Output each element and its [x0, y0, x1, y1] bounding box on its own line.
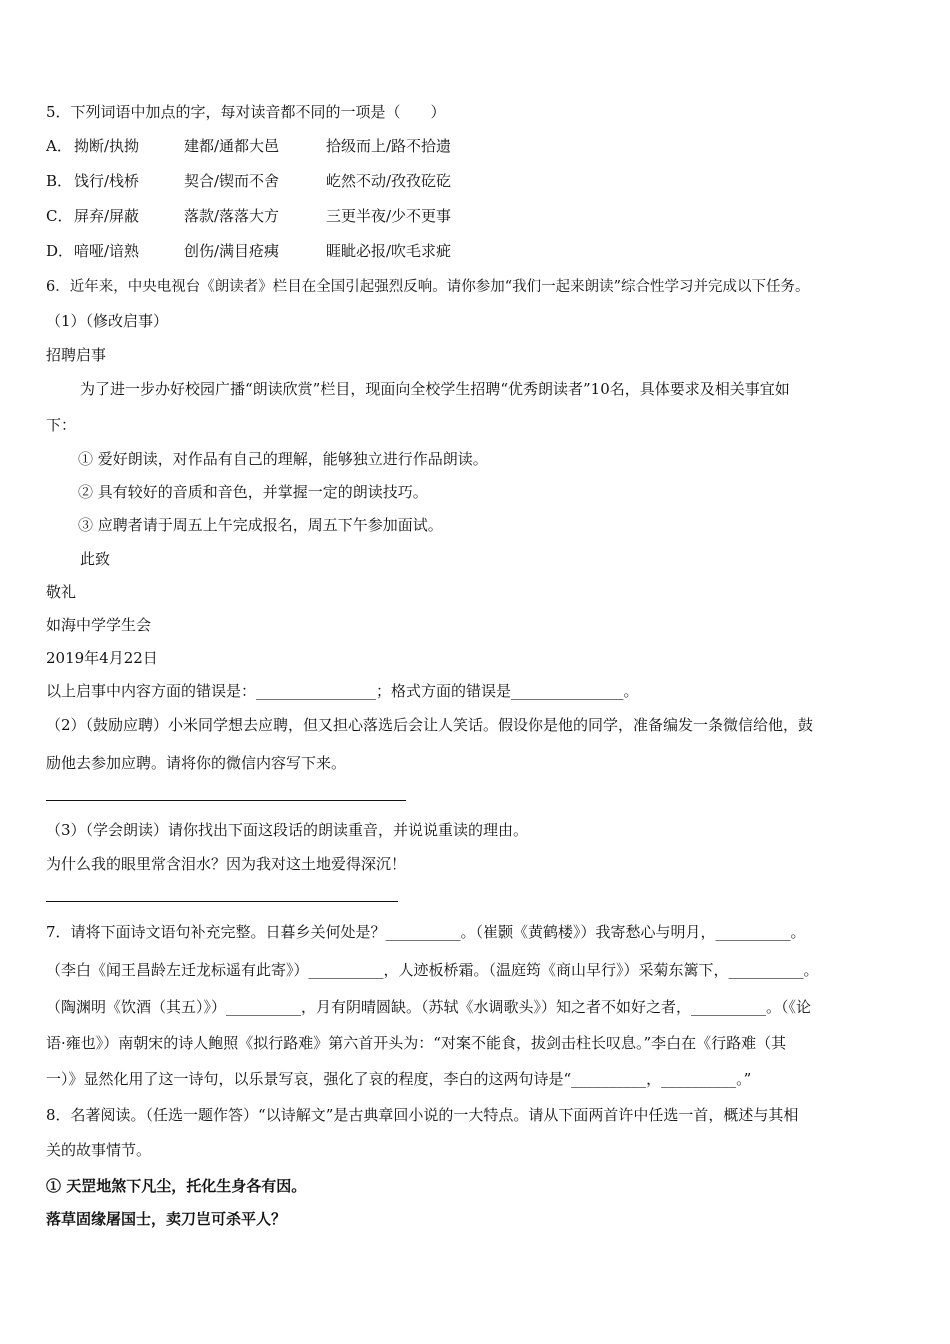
notice-closing-2: 敬礼 [46, 583, 77, 601]
notice-sender: 如海中学学生会 [46, 616, 152, 634]
q6-stem: 6．近年来，中央电视台《朗读者》栏目在全国引起强烈反响。请你参加“我们一起来朗读”综合性学习并完成以下任务。 [46, 279, 810, 295]
q7-line5: 一）》显然化用了这一诗句，以乐景写哀，强化了哀的程度，李白的这两句诗是“__________，__________。” [46, 1070, 752, 1088]
option-item: 拾级而上/路不拾遗 [326, 137, 452, 155]
answer-line [46, 901, 398, 902]
q5-option-c [46, 206, 906, 226]
q5-option-b [46, 171, 906, 191]
option-label: B． [46, 172, 73, 190]
q6-sub2-line1: （2）（鼓励应聘）小米同学想去应聘，但又担心落选后会让人笑话。假设你是他的同学，准备编发一条微信给他，鼓 [46, 716, 814, 734]
notice-paragraph-cont: 下： [46, 416, 77, 434]
q8-line1: 8．名著阅读。（任选一题作答）“以诗解文”是古典章回小说的一大特点。请从下面两首许中任选一首，概述与其相 [46, 1106, 799, 1124]
notice-date: 2019年4月22日 [46, 649, 158, 667]
notice-heading: 招聘启事 [46, 346, 107, 364]
option-item: 创伤/满目疮痍 [184, 242, 280, 260]
notice-requirement-3: ③ 应聘者请于周五上午完成报名，周五下午参加面试。 [78, 516, 443, 534]
q5-stem: 5．下列词语中加点的字，每对读音都不同的一项是（ ） [46, 103, 446, 121]
option-item: 喑哑/谙熟 [74, 242, 140, 260]
q8-poem1-line2: 落草固缘屠国士，卖刀岂可杀平人？ [46, 1210, 287, 1228]
option-item: 屹然不动/孜孜矻矻 [326, 172, 452, 190]
option-item: 契合/锲而不舍 [184, 172, 280, 190]
option-label: A． [46, 137, 72, 155]
option-item: 建都/通都大邑 [184, 137, 280, 155]
q6-sub1-title: （1）（修改启事） [46, 312, 169, 330]
option-item: 饯行/栈桥 [74, 172, 140, 190]
q5-option-a [46, 136, 906, 156]
option-item: 落款/落落大方 [184, 207, 280, 225]
q7-line3: （陶渊明《饮酒（其五）》）__________，月有阴晴圆缺。（苏轼《水调歌头》）知之者不如好之者，__________。（《论 [46, 998, 812, 1016]
notice-closing-1: 此致 [80, 550, 111, 568]
q7-line4: 语·雍也》）南朝宋的诗人鲍照《拟行路难》第六首开头为：“对案不能食，拔剑击柱长叹息。”李白在《行路难（其 [46, 1034, 787, 1052]
q6-sub1-question: 以上启事中内容方面的错误是：________________；格式方面的错误是_______________。 [46, 682, 639, 700]
q6-sub2-line2: 励他去参加应聘。请将你的微信内容写下来。 [46, 754, 347, 772]
option-item: 睚眦必报/吹毛求疵 [326, 242, 452, 260]
q8-poem1-line1: ① 天罡地煞下凡尘，托化生身各有因。 [46, 1177, 307, 1195]
option-label: D． [46, 242, 74, 260]
option-item: 拗断/执拗 [74, 137, 140, 155]
q6-sub3-line1: （3）（学会朗读）请你找出下面这段话的朗读重音，并说说重读的理由。 [46, 821, 529, 839]
q8-line2: 关的故事情节。 [46, 1141, 152, 1159]
notice-requirement-2: ② 具有较好的音质和音色，并掌握一定的朗读技巧。 [78, 483, 428, 501]
q7-line1: 7．请将下面诗文语句补充完整。日暮乡关何处是？__________。（崔颢《黄鹤楼》）我寄愁心与明月，__________。 [46, 923, 806, 941]
option-item: 三更半夜/少不更事 [326, 207, 452, 225]
answer-line [46, 800, 406, 801]
q5-option-d [46, 241, 906, 261]
option-label: C． [46, 207, 73, 225]
q6-sub3-line2: 为什么我的眼里常含泪水？因为我对这土地爱得深沉！ [46, 855, 407, 873]
q7-line2: （李白《闻王昌龄左迁龙标遥有此寄》）__________，人迹板桥霜。（温庭筠《商山早行》）采菊东篱下，__________。 [46, 961, 819, 979]
option-item: 屏弃/屏蔽 [74, 207, 140, 225]
notice-requirement-1: ① 爱好朗读，对作品有自己的理解，能够独立进行作品朗读。 [78, 450, 488, 468]
notice-paragraph: 为了进一步办好校园广播“朗读欣赏”栏目，现面向全校学生招聘“优秀朗读者”10名，具体要求及相关事宜如 [80, 380, 790, 398]
